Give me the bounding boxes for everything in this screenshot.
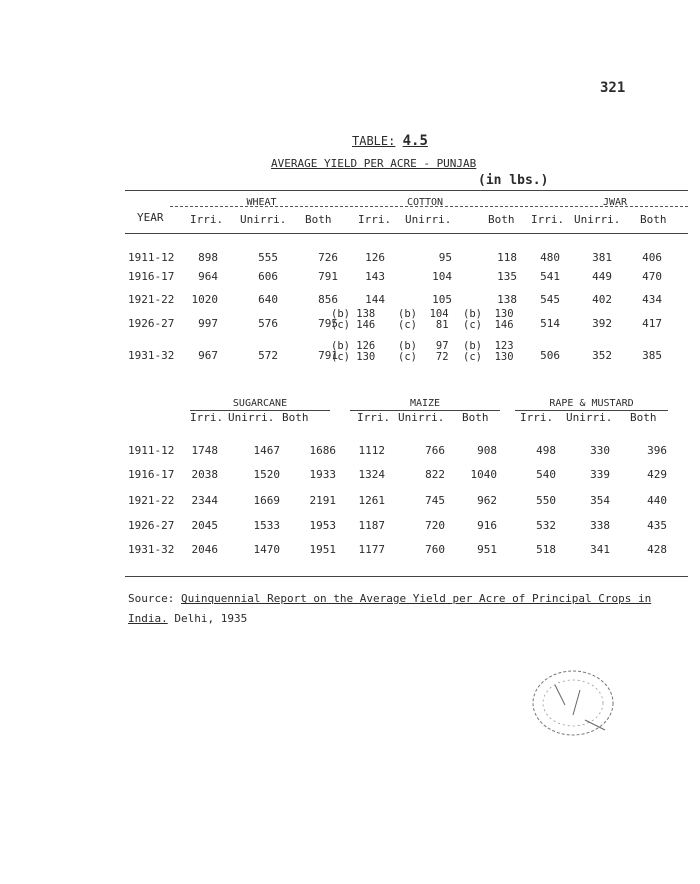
year-cell: 1916-17	[128, 468, 175, 481]
year-cell: 1926-27	[128, 519, 175, 532]
year-cell: 1916-17	[128, 270, 175, 283]
source-title: Quinquennial Report on the Average Yield per Acre of Principal Crops in India.	[128, 592, 652, 625]
data-cell: 766	[425, 444, 445, 457]
data-cell: 138	[497, 293, 517, 306]
table-subtitle: AVERAGE YIELD PER ACRE - PUNJAB	[271, 157, 477, 170]
data-cell: 429	[647, 468, 667, 481]
data-cell: 2045	[191, 519, 218, 532]
year-cell: 1921-22	[128, 293, 175, 306]
top-rule	[125, 190, 688, 191]
data-cell: (b) 126 (c) 130	[331, 340, 376, 363]
data-cell: 1467	[253, 444, 280, 457]
data-cell: 402	[592, 293, 612, 306]
group-header-cotton: COTTON	[406, 197, 444, 208]
data-cell: 1470	[253, 543, 280, 556]
data-cell: 555	[258, 251, 278, 264]
data-cell: 1748	[191, 444, 218, 457]
column-header: Irri.	[357, 411, 391, 424]
data-cell: 726	[318, 251, 338, 264]
data-cell: 997	[198, 317, 218, 330]
source-note	[128, 589, 688, 629]
data-cell: 640	[258, 293, 278, 306]
year-cell: 1931-32	[128, 349, 175, 362]
data-cell: 385	[642, 349, 662, 362]
data-cell: 118	[497, 251, 517, 264]
data-cell: 135	[497, 270, 517, 283]
data-cell: 104	[432, 270, 452, 283]
data-cell: 338	[590, 519, 610, 532]
data-cell: 1020	[191, 293, 218, 306]
data-cell: 1177	[358, 543, 385, 556]
year-cell: 1931-32	[128, 543, 175, 556]
column-header: Irri.	[358, 213, 392, 226]
table-number: 4.5	[402, 133, 428, 149]
column-header: Unirri.	[566, 411, 613, 424]
data-cell: 1533	[253, 519, 280, 532]
column-header: Irri.	[190, 411, 224, 424]
data-cell: 339	[590, 468, 610, 481]
data-cell: 760	[425, 543, 445, 556]
data-cell: 908	[477, 444, 497, 457]
data-cell: 967	[198, 349, 218, 362]
data-cell: 1112	[358, 444, 385, 457]
source-label: Source:	[128, 592, 175, 605]
column-header: Irri.	[190, 213, 224, 226]
data-cell: 480	[540, 251, 560, 264]
units-label: (in lbs.)	[478, 173, 549, 188]
data-cell: 2344	[191, 494, 218, 507]
data-cell: 962	[477, 494, 497, 507]
data-cell: 541	[540, 270, 560, 283]
table-end-rule	[125, 576, 688, 577]
column-header: Unirri.	[228, 411, 275, 424]
data-cell: 856	[318, 293, 338, 306]
data-cell: 381	[592, 251, 612, 264]
data-cell: 126	[365, 251, 385, 264]
data-cell: 545	[540, 293, 560, 306]
data-cell: 572	[258, 349, 278, 362]
data-cell: 964	[198, 270, 218, 283]
data-cell: 1953	[309, 519, 336, 532]
year-header: YEAR	[137, 211, 164, 224]
group-header-rape-mustard: RAPE & MUSTARD	[549, 398, 634, 409]
data-cell: 470	[642, 270, 662, 283]
data-cell: 1324	[358, 468, 385, 481]
data-cell: 406	[642, 251, 662, 264]
data-cell: 822	[425, 468, 445, 481]
data-cell: 498	[536, 444, 556, 457]
group-header-wheat: WHEAT	[246, 197, 277, 208]
year-cell: 1911-12	[128, 251, 175, 264]
table-label-text: TABLE:	[352, 134, 396, 148]
data-cell: 1669	[253, 494, 280, 507]
data-cell: 606	[258, 270, 278, 283]
data-cell: 1686	[309, 444, 336, 457]
data-cell: 143	[365, 270, 385, 283]
group-header-jwar: JWAR	[602, 197, 628, 208]
data-cell: 576	[258, 317, 278, 330]
data-cell: 720	[425, 519, 445, 532]
data-cell: 354	[590, 494, 610, 507]
data-cell: 440	[647, 494, 667, 507]
data-cell: 550	[536, 494, 556, 507]
column-header: Unirri.	[240, 213, 287, 226]
column-header: Unirri.	[574, 213, 621, 226]
column-header: Unirri.	[405, 213, 452, 226]
column-header: Both	[640, 213, 667, 226]
data-cell: 352	[592, 349, 612, 362]
data-cell: 105	[432, 293, 452, 306]
data-cell: 951	[477, 543, 497, 556]
data-cell: 434	[642, 293, 662, 306]
year-cell: 1926-27	[128, 317, 175, 330]
data-cell: (b) 123 (c) 130	[463, 340, 514, 363]
data-cell: 506	[540, 349, 560, 362]
data-cell: 144	[365, 293, 385, 306]
header-bottom-rule	[125, 233, 688, 234]
year-cell: 1921-22	[128, 494, 175, 507]
data-cell: 392	[592, 317, 612, 330]
page-number: 321	[600, 80, 626, 96]
data-cell: 916	[477, 519, 497, 532]
data-cell: 435	[647, 519, 667, 532]
data-cell: 898	[198, 251, 218, 264]
column-header: Unirri.	[398, 411, 445, 424]
data-cell: (b) 104 (c) 81	[398, 308, 449, 331]
data-cell: 330	[590, 444, 610, 457]
data-cell: 1933	[309, 468, 336, 481]
data-cell: 1520	[253, 468, 280, 481]
data-cell: 1261	[358, 494, 385, 507]
data-cell: 2046	[191, 543, 218, 556]
data-cell: 791	[318, 270, 338, 283]
data-cell: 1040	[470, 468, 497, 481]
data-cell: 2191	[309, 494, 336, 507]
column-header: Irri.	[520, 411, 554, 424]
column-header: Both	[630, 411, 657, 424]
circular-stamp	[525, 665, 620, 749]
source-rest: Delhi, 1935	[174, 612, 248, 625]
data-cell: (b) 130 (c) 146	[463, 308, 514, 331]
data-cell: 518	[536, 543, 556, 556]
data-cell: 1187	[358, 519, 385, 532]
column-header: Both	[462, 411, 489, 424]
data-cell: 1951	[309, 543, 336, 556]
group-header-maize: MAIZE	[409, 398, 441, 409]
data-cell: 791	[318, 349, 338, 362]
column-header: Both	[282, 411, 309, 424]
column-header: Both	[488, 213, 515, 226]
data-cell: 341	[590, 543, 610, 556]
column-header: Irri.	[531, 213, 565, 226]
data-cell: 95	[438, 251, 452, 264]
data-cell: 417	[642, 317, 662, 330]
data-cell: 745	[425, 494, 445, 507]
data-cell: (b) 138 (c) 146	[331, 308, 376, 331]
data-cell: 795	[318, 317, 338, 330]
data-cell: 449	[592, 270, 612, 283]
data-cell: 428	[647, 543, 667, 556]
table-label	[352, 133, 428, 149]
column-header: Both	[305, 213, 332, 226]
data-cell: 2038	[191, 468, 218, 481]
group-header-sugarcane: SUGARCANE	[232, 398, 288, 409]
data-cell: 514	[540, 317, 560, 330]
year-cell: 1911-12	[128, 444, 175, 457]
data-cell: 532	[536, 519, 556, 532]
data-cell: 396	[647, 444, 667, 457]
data-cell: 540	[536, 468, 556, 481]
data-cell: (b) 97 (c) 72	[398, 340, 449, 363]
